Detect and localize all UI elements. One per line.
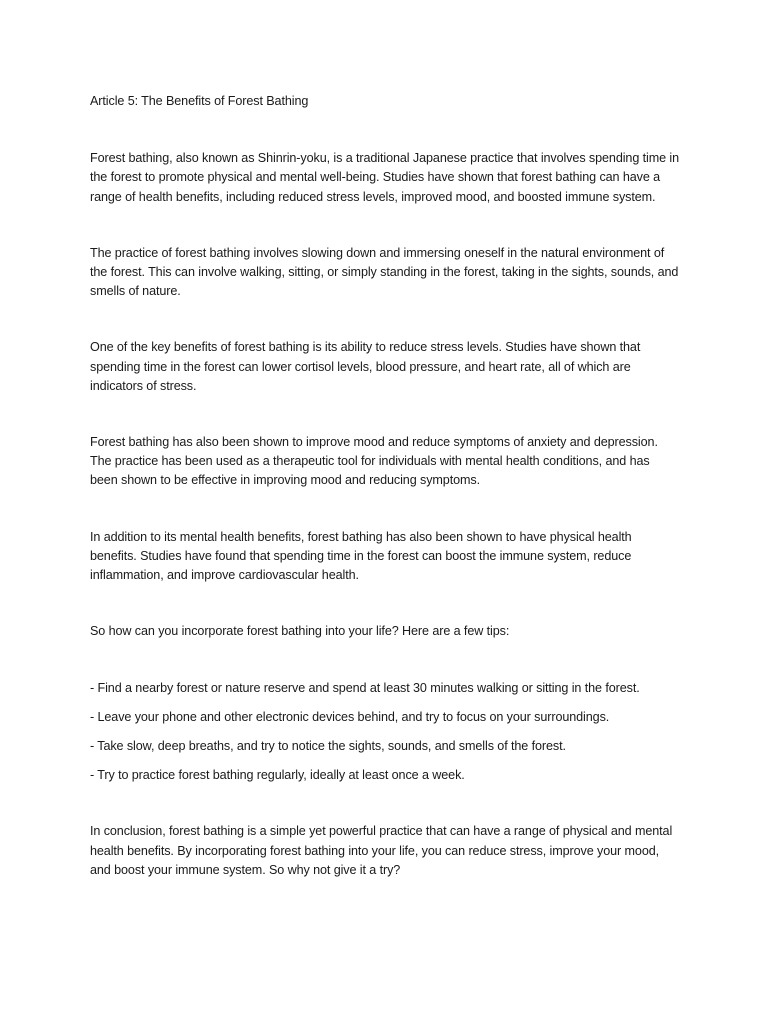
tip-item: - Leave your phone and other electronic devices behind, and try to focus on your surroundings. — [90, 710, 610, 725]
paragraph-practice: The practice of forest bathing involves slowing down and immersing oneself in the natural environment of the forest. This can involve walking, sitting, or simply standing in the forest, taking in the sights, sounds, and smells of nature. — [90, 245, 679, 299]
tip-item: - Try to practice forest bathing regularly, ideally at least once a week. — [90, 768, 465, 783]
paragraph-physical: In addition to its mental health benefits, forest bathing has also been shown to have physical health benefits. Studies have found that spending time in the forest can boost the immune system, reduce inflammation, and improve cardiovascular health. — [90, 529, 632, 583]
paragraph-mood: Forest bathing has also been shown to improve mood and reduce symptoms of anxiety and depression. The practice has been used as a therapeutic tool for individuals with mental health conditions, and has been shown to be effective in improving mood and reducing symptoms. — [90, 435, 658, 488]
paragraph-stress: One of the key benefits of forest bathing is its ability to reduce stress levels. Studies have shown that spending time in the forest can lower cortisol levels, blood pressure, and heart rate, all of which are indicators of stress. — [90, 340, 641, 393]
tips-list — [90, 679, 680, 785]
tips-intro: So how can you incorporate forest bathing into your life? Here are a few tips: — [90, 624, 510, 639]
paragraph-conclusion: In conclusion, forest bathing is a simple yet powerful practice that can have a range of physical and mental health benefits. By incorporating forest bathing into your life, you can reduce stress, improve your mood, and boost your immune system. So why not give it a try? — [90, 824, 673, 877]
paragraph-intro: Forest bathing, also known as Shinrin-yoku, is a traditional Japanese practice that involves spending time in the forest to promote physical and mental well-being. Studies have shown that forest bathing can have a range of health benefits, including reduced stress levels, improved mood, and boosted immune system. — [90, 151, 680, 204]
document-body — [90, 92, 680, 880]
document-title: Article 5: The Benefits of Forest Bathing — [90, 94, 309, 108]
tip-item: - Find a nearby forest or nature reserve and spend at least 30 minutes walking or sitting in the forest. — [90, 681, 640, 696]
tip-item: - Take slow, deep breaths, and try to notice the sights, sounds, and smells of the forest. — [90, 739, 566, 754]
